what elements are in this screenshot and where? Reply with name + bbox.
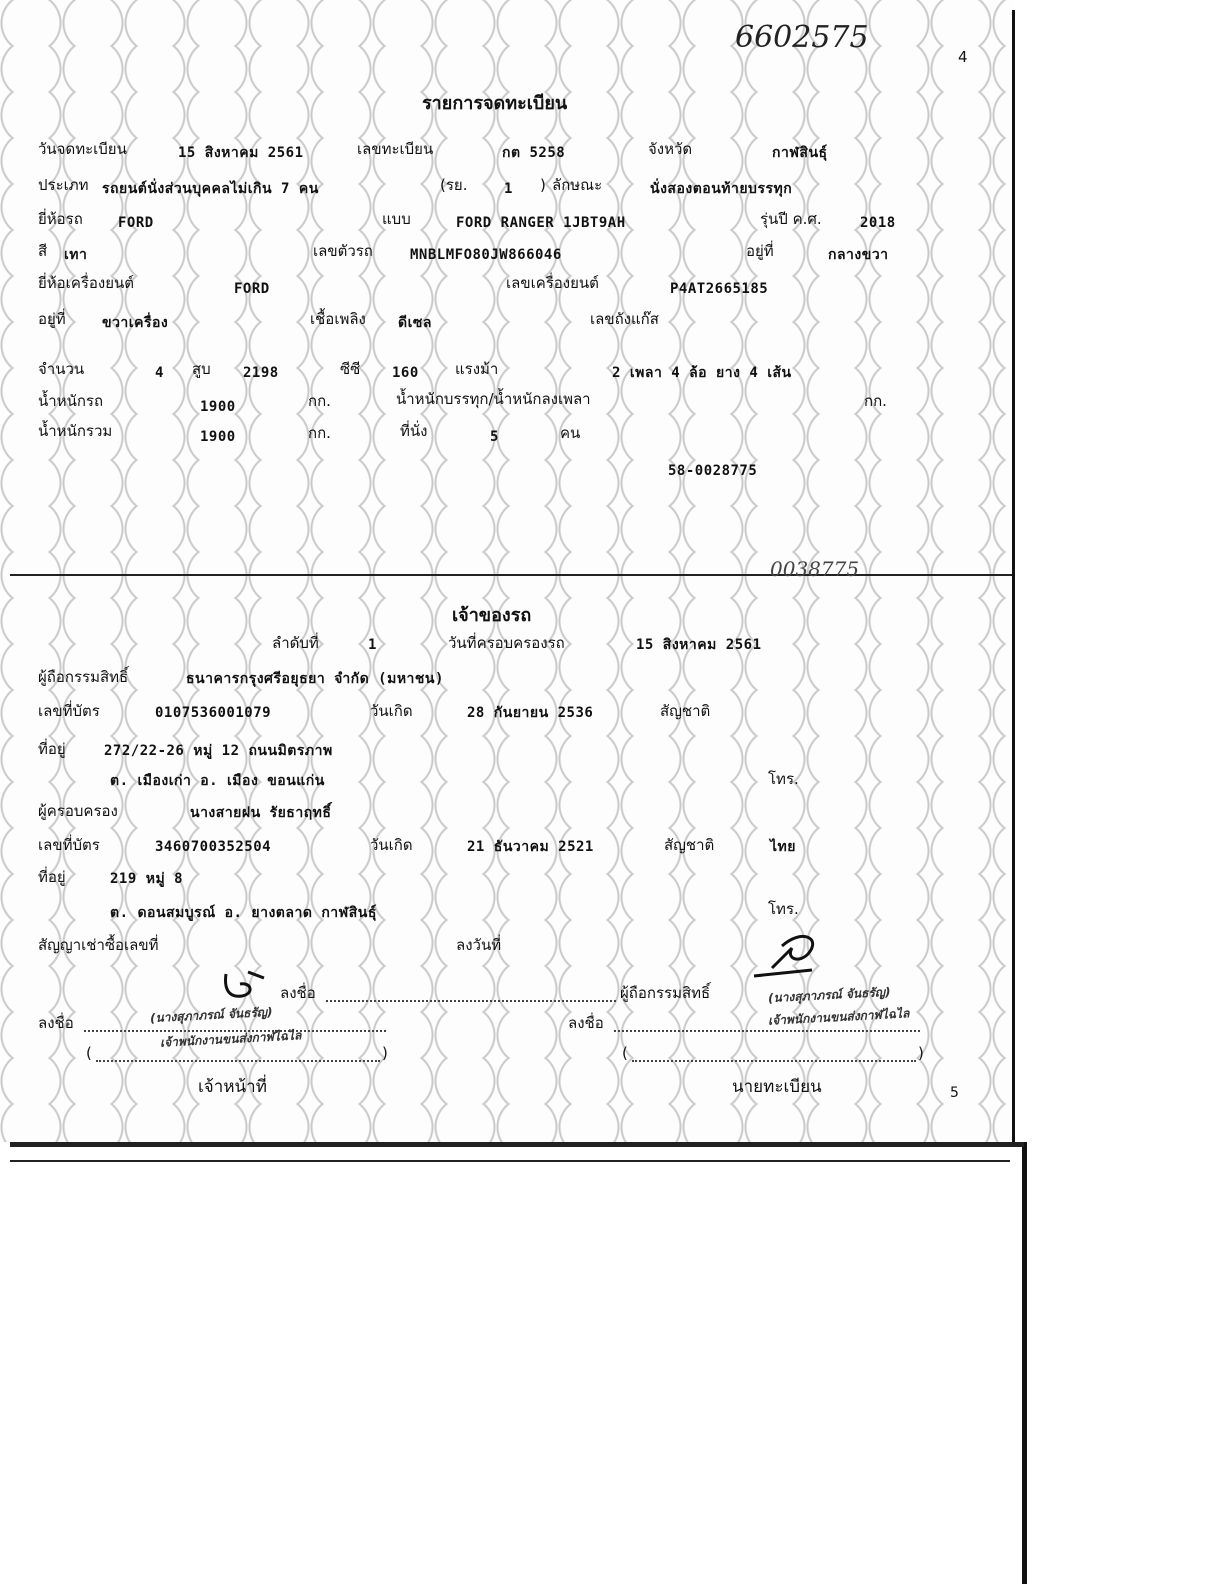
scan-edge-bottom bbox=[10, 1142, 1024, 1147]
holder-sign-line bbox=[326, 1000, 616, 1002]
possession-date-label: วันที่ครอบครองรถ bbox=[448, 634, 565, 652]
registrar-name-line bbox=[632, 1060, 916, 1062]
model-year: 2018 bbox=[860, 215, 896, 231]
horsepower-unit: แรงม้า bbox=[455, 360, 499, 378]
model-year-label: รุ่นปี ค.ศ. bbox=[760, 210, 822, 228]
officer-name-line bbox=[96, 1060, 380, 1062]
possessor-nationality: ไทย bbox=[770, 839, 796, 855]
weight-label: น้ำหนักรถ bbox=[38, 392, 104, 410]
birth-label: วันเกิด bbox=[370, 702, 413, 720]
province-label: จังหวัด bbox=[648, 140, 693, 158]
total-weight-label: น้ำหนักรวม bbox=[38, 422, 113, 440]
engine-brand-label: ยี่ห้อเครื่องยนต์ bbox=[38, 274, 135, 292]
possessor-nationality-label: สัญชาติ bbox=[664, 836, 715, 854]
scan-edge-right-lower bbox=[1022, 1142, 1027, 1584]
officer-sign-label: ลงชื่อ bbox=[38, 1014, 74, 1032]
registrar-sign-line bbox=[614, 1030, 920, 1032]
seats: 5 bbox=[490, 429, 499, 445]
gas-tank-label: เลขถังแก๊ส bbox=[590, 310, 659, 328]
registrar-stamp-title: เจ้าพนักงานขนส่งกาฬไฉไล bbox=[767, 1006, 910, 1028]
model-label: แบบ bbox=[382, 210, 411, 228]
officer-paren-close: ) bbox=[382, 1044, 388, 1062]
possessor-card-number: 3460700352504 bbox=[155, 839, 272, 855]
brand: FORD bbox=[118, 215, 154, 231]
engine-location-label: อยู่ที่ bbox=[38, 310, 66, 328]
possessor-address-line1: 219 หมู่ 8 bbox=[110, 871, 184, 887]
possessor-telephone-label: โทร. bbox=[768, 900, 799, 918]
holder-address-line1: 272/22-26 หมู่ 12 ถนนมิตรภาพ bbox=[104, 743, 333, 759]
registrar-stamp-name: (นางสุภาภรณ์ จันธรัญ) bbox=[767, 984, 891, 1006]
horsepower: 160 bbox=[392, 365, 419, 381]
engine-location: ขวาเครื่อง bbox=[102, 315, 169, 331]
vehicle-type: รถยนต์นั่งส่วนบุคคลไม่เกิน 7 คน bbox=[102, 181, 319, 197]
address-label: ที่อยู่ bbox=[38, 740, 66, 758]
cylinders-label: จำนวน bbox=[38, 360, 85, 378]
handwritten-mid-number: 0038775 bbox=[770, 557, 860, 581]
registrar-paren-close: ) bbox=[918, 1044, 924, 1062]
possessor-birth-label: วันเกิด bbox=[370, 836, 413, 854]
cc-unit: ซีซี bbox=[340, 360, 361, 378]
reg-date: 15 สิงหาคม 2561 bbox=[178, 145, 304, 161]
registrar-role: นายทะเบียน bbox=[732, 1077, 822, 1097]
color: เทา bbox=[64, 247, 88, 263]
nationality-label: สัญชาติ bbox=[660, 702, 711, 720]
registrar-sign-label: ลงชื่อ bbox=[568, 1014, 604, 1032]
holder-sign-label: ลงชื่อ bbox=[280, 984, 316, 1002]
possessor-card-label: เลขที่บัตร bbox=[38, 836, 100, 854]
order-number: 1 bbox=[368, 637, 377, 653]
registrar-paren-open: ( bbox=[622, 1044, 628, 1062]
character-label: ลักษณะ bbox=[552, 176, 603, 194]
holder-sign-role: ผู้ถือกรรมสิทธิ์ bbox=[620, 984, 711, 1002]
possessor-address-label: ที่อยู่ bbox=[38, 868, 66, 886]
owner-title: เจ้าของรถ bbox=[452, 605, 532, 626]
total-weight-unit: กก. bbox=[308, 424, 331, 442]
section-divider bbox=[10, 574, 1012, 576]
vehicle-weight: 1900 bbox=[200, 399, 236, 415]
possessor-name: นางสายฝน รัยธาฤทธิ์ bbox=[190, 805, 332, 821]
scan-edge-right bbox=[1012, 10, 1015, 1142]
officer-paren-open: ( bbox=[86, 1044, 92, 1062]
officer-role: เจ้าหน้าที่ bbox=[198, 1077, 267, 1097]
engine-brand: FORD bbox=[234, 281, 270, 297]
handwritten-number: 6602575 bbox=[735, 20, 869, 55]
chassis-number: MNBLMFO80JW866046 bbox=[410, 247, 562, 263]
contract-label: สัญญาเช่าซื้อเลขที่ bbox=[38, 936, 159, 954]
brand-label: ยี่ห้อรถ bbox=[38, 210, 83, 228]
possessor-address-line2: ต. ดอนสมบูรณ์ อ. ยางตลาด กาฬสินธุ์ bbox=[110, 905, 377, 921]
page-number: 5 bbox=[950, 1085, 959, 1101]
possessor-birth: 21 ธันวาคม 2521 bbox=[467, 839, 594, 855]
reg-date-label: วันจดทะเบียน bbox=[38, 140, 127, 158]
seats-unit: คน bbox=[560, 424, 581, 442]
holder-name: ธนาคารกรุงศรีอยุธยา จำกัด (มหาชน) bbox=[186, 671, 444, 687]
ry-label: (รย. bbox=[440, 176, 468, 194]
engine-number-label: เลขเครื่องยนต์ bbox=[506, 274, 599, 292]
fuel: ดีเซล bbox=[398, 315, 432, 331]
engine-number: P4AT2665185 bbox=[670, 281, 769, 297]
holder-birth: 28 กันยายน 2536 bbox=[467, 705, 594, 721]
ry-close: ) bbox=[540, 176, 546, 194]
plate-label: เลขทะเบียน bbox=[357, 140, 434, 158]
scan-edge-bottom-thin bbox=[10, 1160, 1010, 1162]
registration-title: รายการจดทะเบียน bbox=[422, 93, 568, 114]
card-label: เลขที่บัตร bbox=[38, 702, 100, 720]
contract-date-label: ลงวันที่ bbox=[456, 936, 502, 954]
cylinders-unit: สูบ bbox=[192, 360, 211, 378]
load-weight-label: น้ำหนักบรรทุก/น้ำหนักลงเพลา bbox=[396, 390, 591, 408]
officer-stamp-title: เจ้าพนักงานขนส่งกาฬไฉไล bbox=[159, 1028, 302, 1050]
holder-address-line2: ต. เมืองเก่า อ. เมือง ขอนแก่น bbox=[110, 773, 325, 789]
chassis-location-label: อยู่ที่ bbox=[746, 242, 774, 260]
plate-number: กต 5258 bbox=[502, 145, 566, 161]
engine-cc: 2198 bbox=[243, 365, 279, 381]
holder-signature bbox=[220, 968, 270, 1004]
officer-stamp-name: (นางสุภาภรณ์ จันธรัญ) bbox=[149, 1004, 273, 1026]
load-weight-unit: กก. bbox=[864, 392, 887, 410]
order-label: ลำดับที่ bbox=[272, 634, 319, 652]
axles-wheels: 2 เพลา 4 ล้อ ยาง 4 เส้น bbox=[612, 365, 792, 381]
fuel-label: เชื้อเพลิง bbox=[310, 310, 366, 328]
cylinders: 4 bbox=[155, 365, 164, 381]
holder-card-number: 0107536001079 bbox=[155, 705, 272, 721]
reference-number: 58-0028775 bbox=[668, 463, 758, 479]
weight-unit: กก. bbox=[308, 392, 331, 410]
seats-label: ที่นั่ง bbox=[400, 422, 428, 440]
model: FORD RANGER 1JBT9AH bbox=[456, 215, 626, 231]
ry-code: 1 bbox=[504, 181, 513, 197]
vehicle-character: นั่งสองตอนท้ายบรรทุก bbox=[650, 181, 793, 197]
page-corner-number: 4 bbox=[958, 48, 968, 66]
telephone-label: โทร. bbox=[768, 770, 799, 788]
registrar-signature bbox=[752, 918, 832, 988]
total-weight: 1900 bbox=[200, 429, 236, 445]
type-label: ประเภท bbox=[38, 176, 89, 194]
possession-date: 15 สิงหาคม 2561 bbox=[636, 637, 762, 653]
chassis-location: กลางขวา bbox=[828, 247, 889, 263]
holder-label: ผู้ถือกรรมสิทธิ์ bbox=[38, 668, 129, 686]
possessor-label: ผู้ครอบครอง bbox=[38, 802, 118, 820]
province: กาฬสินธุ์ bbox=[772, 145, 828, 161]
color-label: สี bbox=[38, 242, 48, 260]
chassis-label: เลขตัวรถ bbox=[313, 242, 373, 260]
